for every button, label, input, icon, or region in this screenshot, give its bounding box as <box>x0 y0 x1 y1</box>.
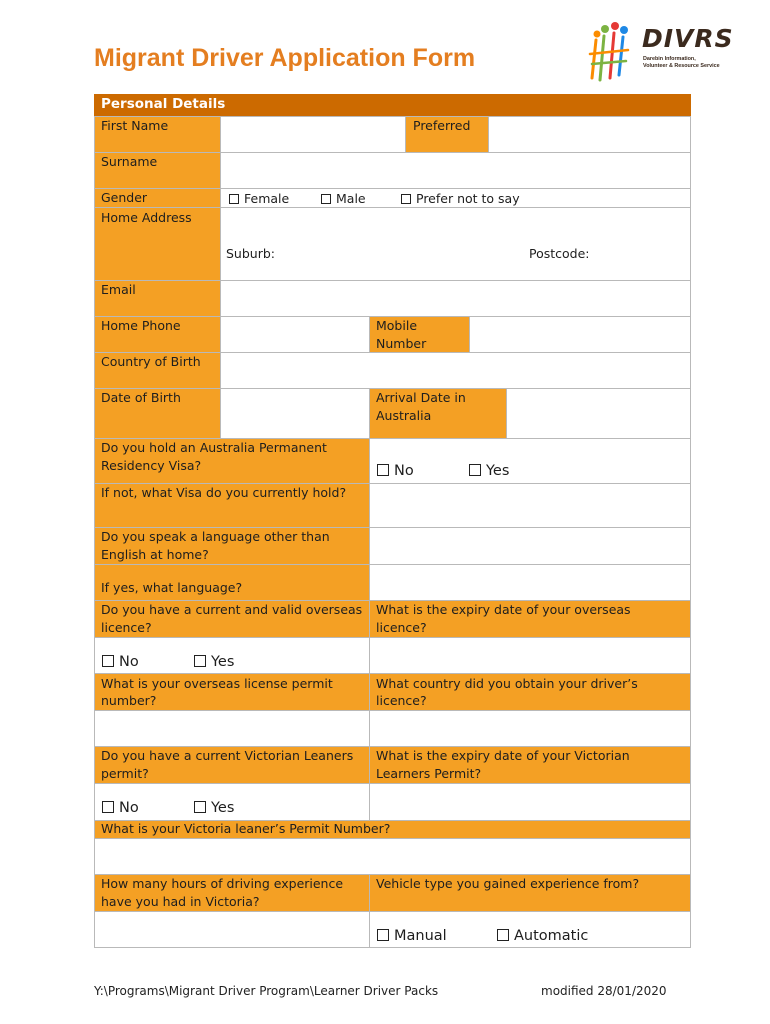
gender-label: Gender <box>101 190 148 205</box>
visa-held-input[interactable] <box>369 483 691 528</box>
form-title: Migrant Driver Application Form <box>94 44 476 72</box>
overseas-expiry-label-line1: What is the expiry date of your overseas <box>376 602 631 617</box>
vehicle-option-automatic[interactable]: Automatic <box>497 927 588 945</box>
overseas-number-label-line2: number? <box>101 693 157 708</box>
which-language-input[interactable] <box>369 564 691 601</box>
first-name-input[interactable] <box>220 116 406 153</box>
gender-option-female[interactable]: Female <box>229 190 289 208</box>
preferred-label: Preferred <box>413 118 471 133</box>
licence-country-input[interactable] <box>369 710 691 747</box>
vehicle-option-manual[interactable]: Manual <box>377 927 447 945</box>
hours-label-line1: How many hours of driving experience <box>101 876 344 891</box>
home-address-input[interactable] <box>220 207 691 281</box>
pr-visa-label-line2: Residency Visa? <box>101 458 202 473</box>
vic-number-label: What is your Victoria leaner’s Permit Number? <box>101 821 391 836</box>
arrival-date-label-line2: Australia <box>376 408 432 423</box>
overseas-expiry-label-line2: licence? <box>376 620 427 635</box>
vic-learners-label-line1: Do you have a current Victorian Leaners <box>101 748 354 763</box>
overseas-licence-option-yes[interactable]: Yes <box>194 653 234 671</box>
home-phone-input[interactable] <box>220 316 370 353</box>
overseas-licence-label-line2: licence? <box>101 620 152 635</box>
vic-expiry-label-line2: Learners Permit? <box>376 766 482 781</box>
arrival-date-label-line1: Arrival Date in <box>376 390 466 405</box>
surname-input[interactable] <box>220 152 691 189</box>
email-input[interactable] <box>220 280 691 317</box>
hours-label-line2: have you had in Victoria? <box>101 894 260 909</box>
logo-wordmark: DIVRS <box>642 24 734 53</box>
mobile-label-line1: Mobile <box>376 318 418 333</box>
country-of-birth-input[interactable] <box>220 352 691 389</box>
vic-expiry-input[interactable] <box>369 783 691 821</box>
home-address-label: Home Address <box>101 210 192 225</box>
footer-path: Y:\Programs\Migrant Driver Program\Learner Driver Packs <box>94 984 439 998</box>
pr-visa-answer-cell <box>369 438 691 484</box>
overseas-licence-label-line1: Do you have a current and valid overseas <box>101 602 363 617</box>
vic-expiry-label-line1: What is the expiry date of your Victorian <box>376 748 630 763</box>
postcode-label: Postcode: <box>529 246 590 261</box>
other-language-label-line1: Do you speak a language other than <box>101 529 330 544</box>
vic-number-input[interactable] <box>94 838 691 875</box>
overseas-number-label-line1: What is your overseas license permit <box>101 676 333 691</box>
logo-subtitle: Darebin Information, Volunteer & Resource Service <box>643 56 720 69</box>
section-header <box>94 94 691 116</box>
overseas-licence-option-no[interactable]: No <box>102 653 139 671</box>
checkbox-automatic[interactable] <box>497 929 509 941</box>
divrs-logo <box>586 20 734 82</box>
arrival-date-input[interactable] <box>506 388 691 439</box>
pr-visa-label-line1: Do you hold an Australia Permanent <box>101 440 327 455</box>
checkbox-manual[interactable] <box>377 929 389 941</box>
date-of-birth-label: Date of Birth <box>101 390 181 405</box>
gender-option-prefer-not[interactable]: Prefer not to say <box>401 190 520 208</box>
first-name-label: First Name <box>101 118 169 133</box>
vic-learners-option-yes[interactable]: Yes <box>194 799 234 817</box>
checkbox-overseas-no[interactable] <box>102 655 114 667</box>
licence-country-label-line2: licence? <box>376 693 427 708</box>
home-phone-label: Home Phone <box>101 318 181 333</box>
vic-learners-option-no[interactable]: No <box>102 799 139 817</box>
footer-modified: modified 28/01/2020 <box>541 984 667 998</box>
section-title: Personal Details <box>101 96 226 112</box>
hours-input[interactable] <box>94 911 370 948</box>
licence-country-label-line1: What country did you obtain your driver’s <box>376 676 638 691</box>
checkbox-vic-yes[interactable] <box>194 801 206 813</box>
overseas-number-input[interactable] <box>94 710 370 747</box>
other-language-input[interactable] <box>369 527 691 565</box>
gender-option-male[interactable]: Male <box>321 190 366 208</box>
pr-visa-option-no[interactable]: No <box>377 462 414 480</box>
figures-logo-icon <box>586 20 640 82</box>
suburb-label: Suburb: <box>226 246 275 261</box>
date-of-birth-input[interactable] <box>220 388 370 439</box>
checkbox-prefer-not-to-say[interactable] <box>401 194 411 204</box>
surname-label: Surname <box>101 154 158 169</box>
mobile-label-line2: Number <box>376 336 427 351</box>
mobile-input[interactable] <box>469 316 691 353</box>
email-label: Email <box>101 282 136 297</box>
vehicle-type-label: Vehicle type you gained experience from? <box>376 876 640 891</box>
checkbox-vic-no[interactable] <box>102 801 114 813</box>
checkbox-pr-yes[interactable] <box>469 464 481 476</box>
checkbox-female[interactable] <box>229 194 239 204</box>
checkbox-pr-no[interactable] <box>377 464 389 476</box>
which-language-label: If yes, what language? <box>101 580 243 595</box>
visa-held-label: If not, what Visa do you currently hold? <box>101 485 347 500</box>
pr-visa-option-yes[interactable]: Yes <box>469 462 509 480</box>
vic-learners-label-line2: permit? <box>101 766 149 781</box>
checkbox-overseas-yes[interactable] <box>194 655 206 667</box>
other-language-label-line2: English at home? <box>101 547 209 562</box>
overseas-expiry-input[interactable] <box>369 637 691 674</box>
preferred-name-input[interactable] <box>488 116 691 153</box>
checkbox-male[interactable] <box>321 194 331 204</box>
country-of-birth-label: Country of Birth <box>101 354 201 369</box>
